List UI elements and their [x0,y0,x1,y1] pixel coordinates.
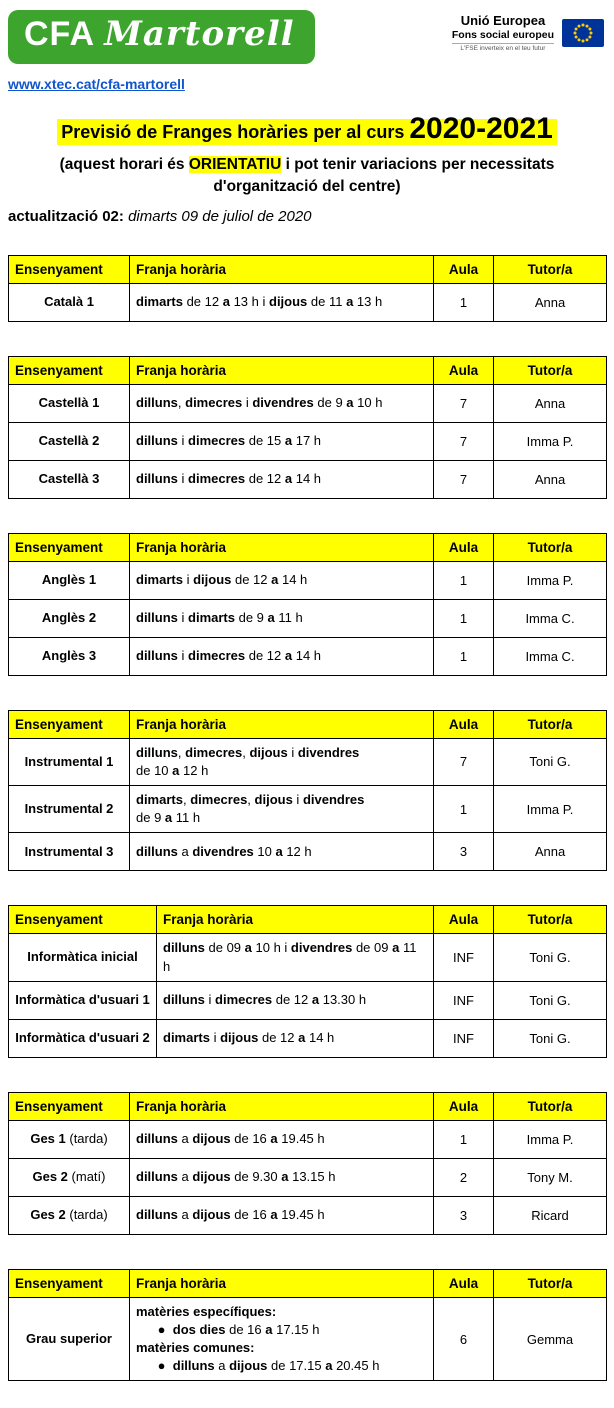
schedule-cell: dilluns a divendres 10 a 12 h [130,833,434,871]
schedule-cell: dilluns i dimarts de 9 a 11 h [130,599,434,637]
schedule-cell: dilluns, dimecres, dijous i divendres de 10 a 12 h [130,738,434,785]
update-label: actualització 02: [8,207,124,225]
col-header-tutor: Tutor/a [494,1092,607,1120]
tutor-cell: Toni G. [494,1019,607,1057]
subtitle-highlight: ORIENTATIU [188,156,282,174]
course-cell: Grau superior [9,1297,130,1381]
subtitle-post: i pot tenir variacions per necessitats d'organització del centre) [213,156,555,195]
course-cell: Anglès 1 [9,561,130,599]
schedule-cell: dilluns de 09 a 10 h i divendres de 09 a 11 h [157,934,434,981]
schedule-cell: dilluns i dimecres de 12 a 14 h [130,637,434,675]
col-header-aula: Aula [434,1269,494,1297]
col-header-franja: Franja horària [130,1269,434,1297]
tutor-cell: Toni G. [494,934,607,981]
schedule-cell: dilluns i dimecres de 15 a 17 h [130,422,434,460]
room-cell: 7 [434,422,494,460]
col-header-ensenyament: Ensenyament [9,906,157,934]
schedule-cell: dimarts, dimecres, dijous i divendres de 9 a 11 h [130,785,434,832]
course-cell: Instrumental 1 [9,738,130,785]
cfa-martorell-logo [8,10,315,64]
col-header-ensenyament: Ensenyament [9,533,130,561]
course-cell: Castellà 1 [9,384,130,422]
room-cell: 1 [434,1120,494,1158]
eu-logo [452,14,604,52]
course-cell: Ges 2 (tarda) [9,1196,130,1234]
schedule-cell: dilluns i dimecres de 12 a 14 h [130,460,434,498]
schedule-cell: dimarts i dijous de 12 a 14 h [130,561,434,599]
col-header-tutor: Tutor/a [494,255,607,283]
table-header-row [9,1269,607,1297]
course-cell: Català 1 [9,283,130,321]
tutor-cell: Gemma [494,1297,607,1381]
room-cell: 3 [434,1196,494,1234]
course-cell: Castellà 3 [9,460,130,498]
schedule-cell: dilluns i dimecres de 12 a 13.30 h [157,981,434,1019]
course-cell: Anglès 2 [9,599,130,637]
col-header-franja: Franja horària [130,1092,434,1120]
room-cell: 1 [434,283,494,321]
table-header-row [9,255,607,283]
col-header-tutor: Tutor/a [494,710,607,738]
eu-subtitle: Fons social europeu [451,28,554,41]
col-header-ensenyament: Ensenyament [9,255,130,283]
schedule-cell: dilluns a dijous de 9.30 a 13.15 h [130,1158,434,1196]
table-row [9,637,607,675]
tutor-cell: Tony M. [494,1158,607,1196]
title-text: Previsió de Franges horàries per al curs [61,122,410,143]
course-cell: Ges 1 (tarda) [9,1120,130,1158]
course-cell: Ges 2 (matí) [9,1158,130,1196]
tutor-cell: Toni G. [494,981,607,1019]
table-row [9,1019,607,1057]
room-cell: 1 [434,599,494,637]
eu-flag-icon [562,19,604,47]
table-instrumental [8,710,607,872]
schedule-cell: dilluns a dijous de 16 a 19.45 h [130,1120,434,1158]
table-row [9,1120,607,1158]
tutor-cell: Imma C. [494,599,607,637]
room-cell: 1 [434,561,494,599]
update-note [8,208,606,225]
table-header-row [9,533,607,561]
room-cell: 7 [434,738,494,785]
table-ges [8,1092,607,1235]
table-row [9,1158,607,1196]
col-header-franja: Franja horària [130,255,434,283]
logo-martorell-text: Martorell [104,14,295,54]
table-row [9,934,607,981]
eu-logo-text [452,14,554,52]
table-castella [8,356,607,499]
table-row [9,1196,607,1234]
table-row [9,599,607,637]
schedule-cell: dimarts i dijous de 12 a 14 h [157,1019,434,1057]
col-header-tutor: Tutor/a [494,1269,607,1297]
table-row [9,738,607,785]
tutor-cell: Anna [494,833,607,871]
course-cell: Instrumental 2 [9,785,130,832]
table-header-row [9,1092,607,1120]
header [8,10,606,64]
course-cell: Informàtica d'usuari 1 [9,981,157,1019]
room-cell: 3 [434,833,494,871]
tutor-cell: Imma P. [494,785,607,832]
col-header-ensenyament: Ensenyament [9,1092,130,1120]
table-row [9,785,607,832]
table-row [9,422,607,460]
tutor-cell: Ricard [494,1196,607,1234]
table-row [9,833,607,871]
tutor-cell: Anna [494,384,607,422]
room-cell: 1 [434,637,494,675]
table-header-row [9,710,607,738]
col-header-franja: Franja horària [130,356,434,384]
col-header-aula: Aula [434,533,494,561]
room-cell: 6 [434,1297,494,1381]
room-cell: 7 [434,460,494,498]
col-header-tutor: Tutor/a [494,533,607,561]
col-header-ensenyament: Ensenyament [9,356,130,384]
room-cell: 7 [434,384,494,422]
page-title [8,112,606,146]
room-cell: 2 [434,1158,494,1196]
col-header-ensenyament: Ensenyament [9,710,130,738]
tutor-cell: Anna [494,460,607,498]
tutor-cell: Toni G. [494,738,607,785]
schedule-cell: dilluns a dijous de 16 a 19.45 h [130,1196,434,1234]
tutor-cell: Imma C. [494,637,607,675]
schedule-cell: matèries específiques: ● dos dies de 16 a 17.15 h matèries comunes: ● dilluns a dijous de 17.15 a 20.45 h [130,1297,434,1381]
schedule-cell: dimarts de 12 a 13 h i dijous de 11 a 13 h [130,283,434,321]
table-catala [8,255,607,322]
col-header-aula: Aula [434,356,494,384]
tutor-cell: Anna [494,283,607,321]
table-row [9,981,607,1019]
col-header-aula: Aula [434,906,494,934]
col-header-franja: Franja horària [157,906,434,934]
eu-tagline: L'FSE inverteix en el teu futur [452,43,554,52]
table-header-row [9,906,607,934]
col-header-tutor: Tutor/a [494,906,607,934]
table-row [9,561,607,599]
room-cell: INF [434,1019,494,1057]
update-date: dimarts 09 de juliol de 2020 [128,207,312,225]
table-row [9,384,607,422]
table-row [9,283,607,321]
table-row [9,1297,607,1381]
course-cell: Castellà 2 [9,422,130,460]
tutor-cell: Imma P. [494,422,607,460]
eu-title: Unió Europea [460,13,546,28]
table-row [9,460,607,498]
subtitle-pre: (aquest horari és [59,156,189,174]
col-header-aula: Aula [434,1092,494,1120]
site-link[interactable]: www.xtec.cat/cfa-martorell [8,76,185,93]
course-cell: Instrumental 3 [9,833,130,871]
room-cell: INF [434,934,494,981]
tutor-cell: Imma P. [494,561,607,599]
room-cell: INF [434,981,494,1019]
tutor-cell: Imma P. [494,1120,607,1158]
col-header-aula: Aula [434,710,494,738]
title-year: 2020-2021 [409,112,553,146]
col-header-aula: Aula [434,255,494,283]
subtitle [33,154,581,197]
table-informatica [8,905,607,1057]
col-header-franja: Franja horària [130,533,434,561]
table-grau-superior [8,1269,607,1382]
col-header-franja: Franja horària [130,710,434,738]
schedule-cell: dilluns, dimecres i divendres de 9 a 10 h [130,384,434,422]
course-cell: Informàtica inicial [9,934,157,981]
table-angles [8,533,607,676]
logo-cfa-text: CFA [24,15,94,53]
course-cell: Anglès 3 [9,637,130,675]
room-cell: 1 [434,785,494,832]
table-header-row [9,356,607,384]
col-header-tutor: Tutor/a [494,356,607,384]
course-cell: Informàtica d'usuari 2 [9,1019,157,1057]
col-header-ensenyament: Ensenyament [9,1269,130,1297]
